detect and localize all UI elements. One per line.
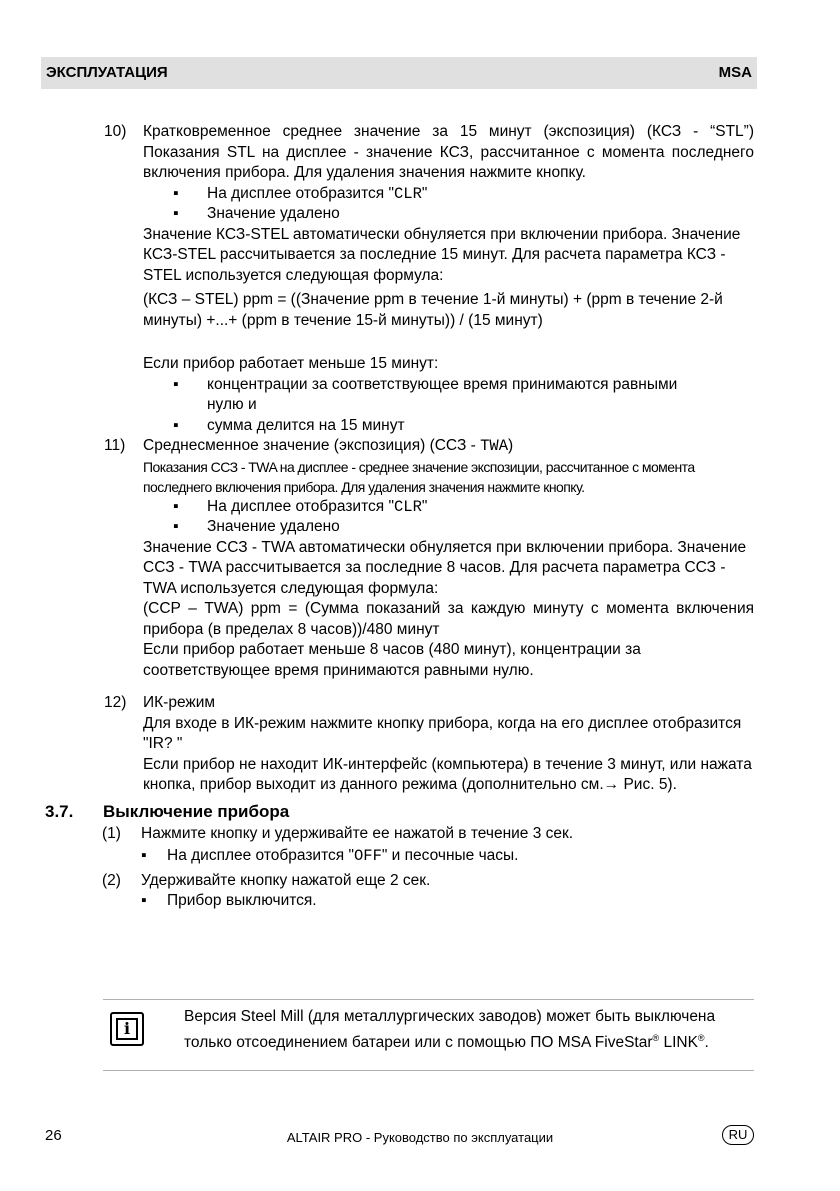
page-content (0, 122, 840, 912)
paragraph: Если прибор работает меньше 15 минут: (143, 355, 439, 372)
formula: (КСЗ – STEL) ppm = ((Значение ppm в течение 1-й минуты) + (ppm в течение 2-й минуты) +...+ (ppm в течение 15-й минуты)) / (15 минут) (143, 291, 723, 329)
display-code: OFF (353, 847, 382, 865)
bullet-icon: ▪ (173, 184, 179, 202)
page-header (41, 57, 757, 89)
info-note (103, 999, 754, 1071)
paragraph: Значение ССЗ - TWA автоматически обнуляется при включении прибора. Значение ССЗ - TWA рассчитывается за последние 8 часов. Для расчета параметра ССЗ - TWA используется следующая формула: (143, 538, 747, 597)
item-number: 10) (104, 123, 127, 140)
item-number: 11) (104, 437, 126, 454)
info-icon: i (110, 1012, 144, 1046)
step-body (141, 871, 752, 912)
section-number: 3.7. (45, 801, 74, 821)
list-item-11 (0, 436, 840, 681)
bullet-item: ▪ концентрации за соответствующее время принимаются равными нулю и (173, 375, 678, 413)
paragraph: Если прибор работает меньше 8 часов (480 минут), концентрации за соответствующее время принимаются равными нулю. (143, 641, 641, 679)
step-2 (0, 871, 840, 912)
header-brand: MSA (718, 63, 752, 81)
display-code: TWA (480, 437, 508, 455)
bullet-icon: ▪ (173, 375, 179, 393)
step-text: Удерживайте кнопку нажатой еще 2 сек. (141, 871, 431, 889)
language-badge: RU (722, 1125, 754, 1145)
bullet-icon: ▪ (173, 497, 179, 515)
bullet-item: ▪ Прибор выключится. (141, 891, 752, 912)
step-1 (0, 824, 840, 867)
bullet-item: ▪ Значение удалено (143, 204, 754, 225)
bullet-icon: ▪ (141, 847, 147, 864)
bullet-item: ▪ сумма делится на 15 минут (143, 416, 754, 437)
paragraph: Показания ССЗ - TWA на дисплее - среднее значение экспозиции, рассчитанное с момента последнего включения прибора. Для удаления значения нажмите кнопку. (143, 458, 695, 495)
display-code: CLR (393, 184, 422, 203)
bullet-icon: ▪ (141, 892, 147, 909)
item-title: ИК-режим (143, 694, 216, 711)
bullet-item: ▪ На дисплее отобразится "CLR" (173, 497, 428, 516)
note-text: Версия Steel Mill (для металлургических заводов) может быть выключена только отсоединением батареи или с помощью ПО MSA FiveStar® LINK®. (184, 1008, 716, 1051)
paragraph: Значение КСЗ-STEL автоматически обнуляется при включении прибора. Значение КСЗ-STEL рассчитывается за последние 15 минут. Для расчета параметра КСЗ - STEL используется следующая формула: (143, 225, 741, 284)
paragraph: Кратковременное среднее значение за 15 минут (экспозиция) (КСЗ - “STL”) Показания STL на дисплее - значение КСЗ, рассчитанное с момента последнего включения прибора. Для удаления значения нажмите кнопку. (143, 123, 754, 181)
list-item-10 (0, 122, 840, 436)
bullet-item: ▪ Значение удалено (143, 517, 754, 538)
formula: (ССР – TWA) ppm = (Сумма показаний за каждую минуту с момента включения прибора (в пределах 8 часов))/480 минут (143, 600, 754, 638)
section-title: Выключение прибора (103, 801, 290, 821)
item-body (143, 122, 754, 436)
step-number: (1) (102, 824, 121, 842)
page-number: 26 (45, 1127, 62, 1144)
list-item-12 (0, 693, 840, 796)
footer-title: ALTAIR PRO - Руководство по эксплуатации (286, 1130, 554, 1145)
step-text: Нажмите кнопку и удерживайте ее нажатой в течение 3 сек. (141, 824, 574, 842)
display-code: CLR (393, 497, 422, 516)
item-number: 12) (104, 694, 127, 711)
header-section-title: ЭКСПЛУАТАЦИЯ (46, 63, 168, 81)
paragraph: Для входе в ИК-режим нажмите кнопку прибора, когда на его дисплее отобразится "IR? " (143, 714, 742, 752)
item-body (143, 693, 754, 796)
section-heading (0, 802, 840, 824)
item-body (143, 436, 754, 681)
bullet-icon: ▪ (173, 416, 179, 434)
item-title: Среднесменное значение (экспозиция) (ССЗ - TWA) (143, 437, 514, 455)
step-number: (2) (102, 871, 121, 889)
paragraph: Если прибор не находит ИК-интерфейс (компьютера) в течение 3 минут, или нажата кнопка, прибор выходит из данного режима (дополнительно см.→ Рис. 5). (143, 755, 752, 793)
step-body (141, 824, 752, 867)
bullet-icon: ▪ (173, 205, 179, 222)
bullet-icon: ▪ (173, 518, 179, 535)
bullet-item: ▪ На дисплее отобразится "CLR" (173, 184, 428, 203)
bullet-item: ▪ На дисплее отобразится "OFF" и песочные часы. (141, 847, 519, 865)
